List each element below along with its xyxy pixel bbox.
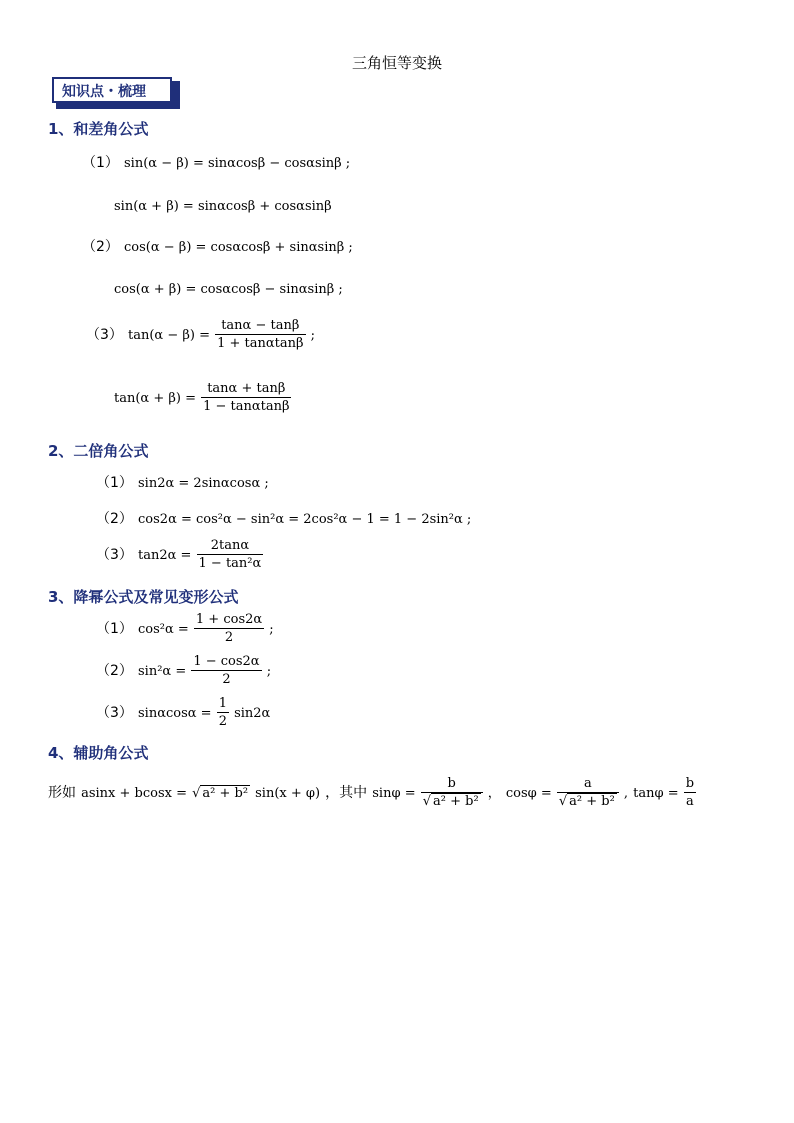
formula-lhs: tan(α − β) = bbox=[128, 328, 210, 343]
item-number: （1） bbox=[96, 621, 133, 637]
formula-row bbox=[96, 696, 270, 729]
section-heading: 2、二倍角公式 bbox=[48, 442, 149, 460]
denominator: 2 bbox=[218, 714, 227, 729]
denominator: a bbox=[686, 794, 694, 809]
cosphi-lhs: cosφ = bbox=[505, 786, 552, 801]
item-number: （2） bbox=[82, 239, 119, 255]
section-heading: 3、降幂公式及常见变形公式 bbox=[48, 588, 239, 606]
formula-row bbox=[96, 612, 274, 645]
sinphi-lhs: sinφ = bbox=[372, 786, 416, 801]
fraction bbox=[215, 318, 305, 351]
formula-row bbox=[96, 472, 269, 492]
fraction bbox=[421, 776, 483, 809]
formula-row bbox=[86, 318, 315, 351]
denominator: 1 − tanαtanβ bbox=[203, 399, 290, 414]
sqrt-content: a² + b² bbox=[202, 786, 249, 801]
knowledge-badge bbox=[52, 77, 178, 107]
item-number: （1） bbox=[96, 475, 133, 491]
item-number: （2） bbox=[96, 511, 133, 527]
denominator: 2 bbox=[224, 630, 234, 645]
denominator: 2 bbox=[222, 672, 231, 687]
numerator: tanα − tanβ bbox=[215, 318, 305, 335]
item-number: （1） bbox=[82, 155, 119, 171]
formula: cos(α − β) = cosαcosβ + sinαsinβ ; bbox=[124, 240, 353, 255]
connector-text: ，其中 bbox=[325, 785, 368, 801]
formula-lhs: cos²α = bbox=[138, 622, 189, 637]
denominator: 1 + tanαtanβ bbox=[217, 336, 304, 351]
formula: sin2α = 2sinαcosα ; bbox=[138, 476, 269, 491]
fraction bbox=[194, 612, 264, 645]
formula-row bbox=[82, 236, 353, 256]
section-heading: 4、辅助角公式 bbox=[48, 744, 149, 762]
formula-row bbox=[48, 776, 696, 809]
formula-row bbox=[96, 654, 271, 687]
tanphi-lhs: tanφ = bbox=[633, 786, 679, 801]
item-number: （3） bbox=[96, 705, 133, 721]
formula: cos2α = cos²α − sin²α = 2cos²α − 1 = 1 − 2sin²α ; bbox=[138, 512, 472, 527]
numerator: b bbox=[685, 776, 695, 791]
formula-row bbox=[114, 278, 343, 297]
fraction bbox=[217, 696, 229, 729]
fraction bbox=[191, 654, 261, 687]
sqrt-expression bbox=[192, 785, 250, 801]
fraction bbox=[684, 776, 696, 809]
denominator: √ a² + b² bbox=[422, 794, 479, 809]
badge-label: 知识点・梳理 bbox=[62, 84, 146, 100]
formula-end: ; bbox=[310, 328, 315, 343]
separator: , bbox=[623, 786, 629, 801]
fraction bbox=[197, 538, 264, 571]
separator: ， bbox=[487, 786, 501, 801]
numerator: a bbox=[557, 776, 619, 793]
sqrt-content: a² + b² bbox=[569, 794, 615, 809]
formula: cos(α + β) = cosαcosβ − sinαsinβ ; bbox=[114, 282, 343, 297]
formula: sin(α − β) = sinαcosβ − cosαsinβ ; bbox=[124, 156, 351, 171]
denominator: 1 − tan²α bbox=[198, 556, 262, 571]
denominator: √ a² + b² bbox=[558, 794, 615, 809]
numerator: tanα + tanβ bbox=[201, 381, 291, 398]
formula-lhs: tan2α = bbox=[138, 548, 192, 563]
page-title: 三角恒等变换 bbox=[351, 54, 442, 72]
formula-end: ; bbox=[269, 622, 274, 637]
formula: sin(α + β) = sinαcosβ + cosαsinβ bbox=[114, 199, 332, 214]
formula-end: ; bbox=[266, 664, 272, 679]
numerator: b bbox=[421, 776, 483, 793]
sqrt-sign: √ bbox=[192, 786, 201, 801]
formula-row bbox=[96, 538, 263, 571]
numerator: 1 + cos2α bbox=[195, 612, 263, 627]
item-number: （2） bbox=[96, 663, 133, 679]
sqrt-content: a² + b² bbox=[433, 794, 479, 809]
prefix-text: 形如 bbox=[48, 785, 76, 801]
numerator: 1 − cos2α bbox=[193, 654, 260, 669]
sin-part: sin(x + φ) bbox=[255, 786, 321, 801]
formula-row bbox=[96, 508, 471, 528]
fraction bbox=[201, 381, 291, 414]
formula-rhs: sin2α bbox=[234, 706, 271, 721]
formula-lhs: tan(α + β) = bbox=[114, 391, 196, 406]
fraction bbox=[557, 776, 619, 809]
item-number: （3） bbox=[96, 547, 133, 563]
formula-lhs: asinx + bcosx = bbox=[81, 786, 187, 801]
formula-row bbox=[114, 195, 332, 214]
formula-row bbox=[114, 381, 291, 414]
numerator: 1 bbox=[218, 696, 227, 711]
section-heading: 1、和差角公式 bbox=[48, 120, 149, 138]
formula-row bbox=[82, 152, 350, 172]
item-number: （3） bbox=[86, 327, 123, 343]
formula-lhs: sinαcosα = bbox=[138, 706, 212, 721]
formula-lhs: sin²α = bbox=[138, 664, 187, 679]
numerator: 2tanα bbox=[197, 538, 264, 555]
